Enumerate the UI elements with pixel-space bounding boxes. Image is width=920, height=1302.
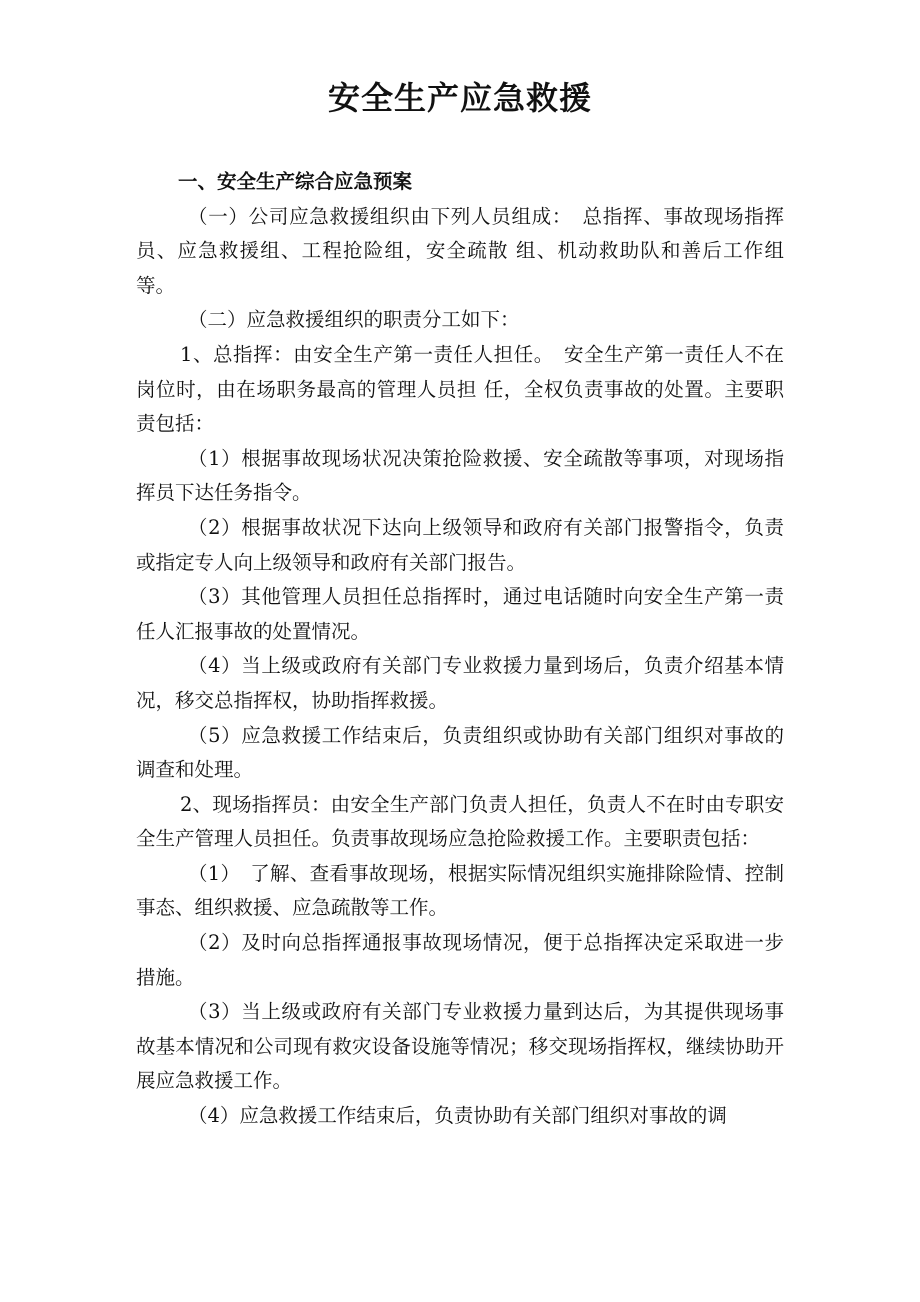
- paragraph: （1）根据事故现场状况决策抢险救援、安全疏散等事项，对现场指挥员下达任务指令。: [136, 446, 784, 505]
- paragraph: 2、现场指挥员：由安全生产部门负责人担任，负责人不在时由专职安全生产管理人员担任。负责事故现场应急抢险救援工作。主要职责包括：: [136, 792, 784, 851]
- paragraph: （3）当上级或政府有关部门专业救援力量到达后，为其提供现场事故基本情况和公司现有救灾设备设施等情况；移交现场指挥权，继续协助开展应急救援工作。: [136, 1000, 784, 1093]
- paragraph: （二）应急救援组织的职责分工如下：: [188, 308, 520, 332]
- paragraph: （2）及时向总指挥通报事故现场情况，便于总指挥决定采取进一步措施。: [136, 931, 784, 989]
- paragraph: （4）应急救援工作结束后，负责协助有关部门组织对事故的调: [188, 1104, 727, 1128]
- paragraph: （1） 了解、查看事故现场，根据实际情况组织实施排除险情、控制事态、组织救援、应急疏散等工作。: [136, 861, 784, 920]
- section-heading: 一、安全生产综合应急预案: [178, 170, 413, 193]
- paragraph: （一）公司应急救援组织由下列人员组成： 总指挥、事故现场指挥员、应急救援组、工程抢险组，安全疏散 组、机动救助队和善后工作组等。: [136, 204, 784, 297]
- paragraph: （2）根据事故状况下达向上级领导和政府有关部门报警指令，负责或指定专人向上级领导和政府有关部门报告。: [136, 515, 784, 574]
- document-body: [136, 165, 784, 1134]
- paragraph: （4）当上级或政府有关部门专业救援力量到场后，负责介绍基本情况，移交总指挥权，协助指挥救援。: [136, 654, 784, 712]
- paragraph: （3）其他管理人员担任总指挥时，通过电话随时向安全生产第一责任人汇报事故的处置情况。: [136, 585, 784, 643]
- document-title: 安全生产应急救援: [327, 79, 592, 117]
- paragraph: （5）应急救援工作结束后，负责组织或协助有关部门组织对事故的调查和处理。: [136, 723, 784, 782]
- paragraph: 1、总指挥：由安全生产第一责任人担任。 安全生产第一责任人不在岗位时，由在场职务最高的管理人员担 任，全权负责事故的处置。主要职责包括：: [136, 342, 784, 436]
